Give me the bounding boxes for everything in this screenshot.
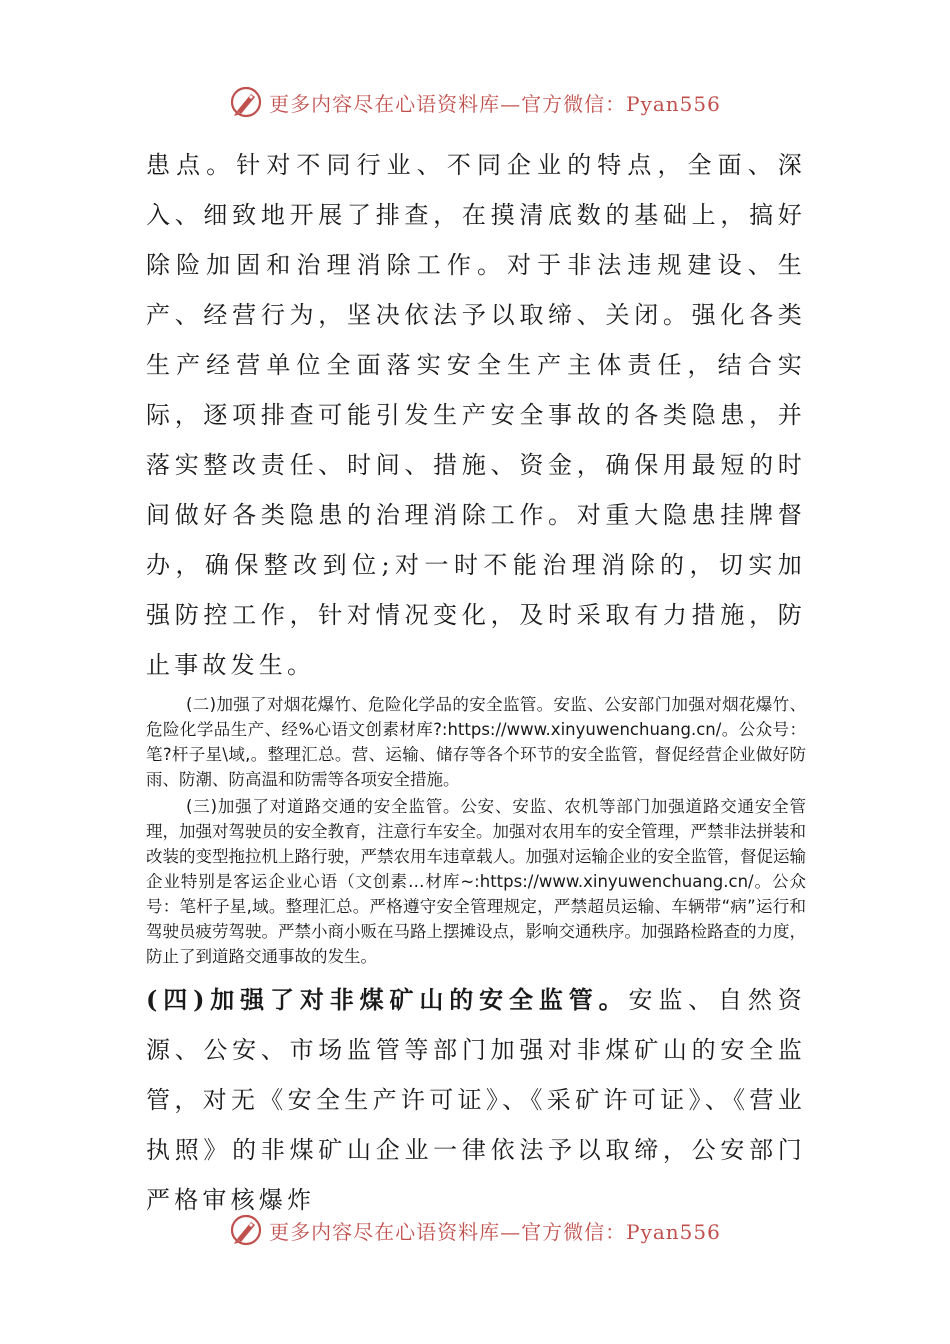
footer-banner-text: 更多内容尽在心语资料库—官方微信：Pyan556 <box>269 1219 721 1244</box>
pen-nib-logo-icon <box>229 1213 263 1247</box>
footer-banner <box>0 1210 950 1250</box>
paragraph-road-traffic: (三)加强了对道路交通的安全监管。公安、安监、农机等部门加强道路交通安全管理，加强对驾驶员的安全教育，注意行车安全。加强对农用车的安全管理，严禁非法拼装和改装的变型拖拉机上路行驶，严禁农用车违章载人。加强对运输企业的安全监管，督促运输企业特别是客运企业心语（文创素…材库~:https://www.xinyuwenchuang.cn/。公众号：笔杆子星,域。整理汇总。严格遵守安全管理规定，严禁超员运输、车辆带“病”运行和驾驶员疲劳驾驶。严禁小商小贩在马路上摆摊设点，影响交通秩序。加强路检路查的力度，防止了到道路交通事故的发生。 <box>146 797 806 966</box>
paragraph-hazard-investigation: 患点。针对不同行业、不同企业的特点，全面、深入、细致地开展了排查，在摸清底数的基础上，搞好除险加固和治理消除工作。对于非法违规建设、生产、经营行为，坚决依法予以取缔、关闭。强化各类生产经营单位全面落实安全生产主体责任，结合实际，逐项排查可能引发生产安全事故的各类隐患，并落实整改责任、时间、措施、资金，确保用最短的时间做好各类隐患的治理消除工作。对重大隐患挂牌督办，确保整改到位;对一时不能治理消除的，切实加强防控工作，针对情况变化，及时采取有力措施，防止事故发生。 <box>146 151 806 679</box>
header-banner <box>0 82 950 122</box>
paragraph-fireworks-chemicals: (二)加强了对烟花爆竹、危险化学品的安全监管。安监、公安部门加强对烟花爆竹、危险化学品生产、经%心语文创素材库?:https://www.xinyuwenchuang.cn/。公众号：笔?杆子星\域,。整理汇总。营、运输、储存等各个环节的安全监管，督促经营企业做好防雨、防潮、防高温和防需等各项安全措施。 <box>146 695 806 789</box>
pen-nib-logo-icon <box>229 85 263 119</box>
header-banner-text: 更多内容尽在心语资料库—官方微信：Pyan556 <box>269 91 721 116</box>
document-body <box>146 140 806 1225</box>
paragraph-non-coal-mines <box>146 975 806 1225</box>
paragraph-non-coal-mines-text: 安监、自然资源、公安、市场监管等部门加强对非煤矿山的安全监管，对无《安全生产许可证》、《采矿许可证》、《营业执照》的非煤矿山企业一律依法予以取缔，公安部门严格审核爆炸 <box>146 986 806 1214</box>
paragraph-non-coal-mines-heading: (四)加强了对非煤矿山的安全监管。 <box>146 985 629 1014</box>
